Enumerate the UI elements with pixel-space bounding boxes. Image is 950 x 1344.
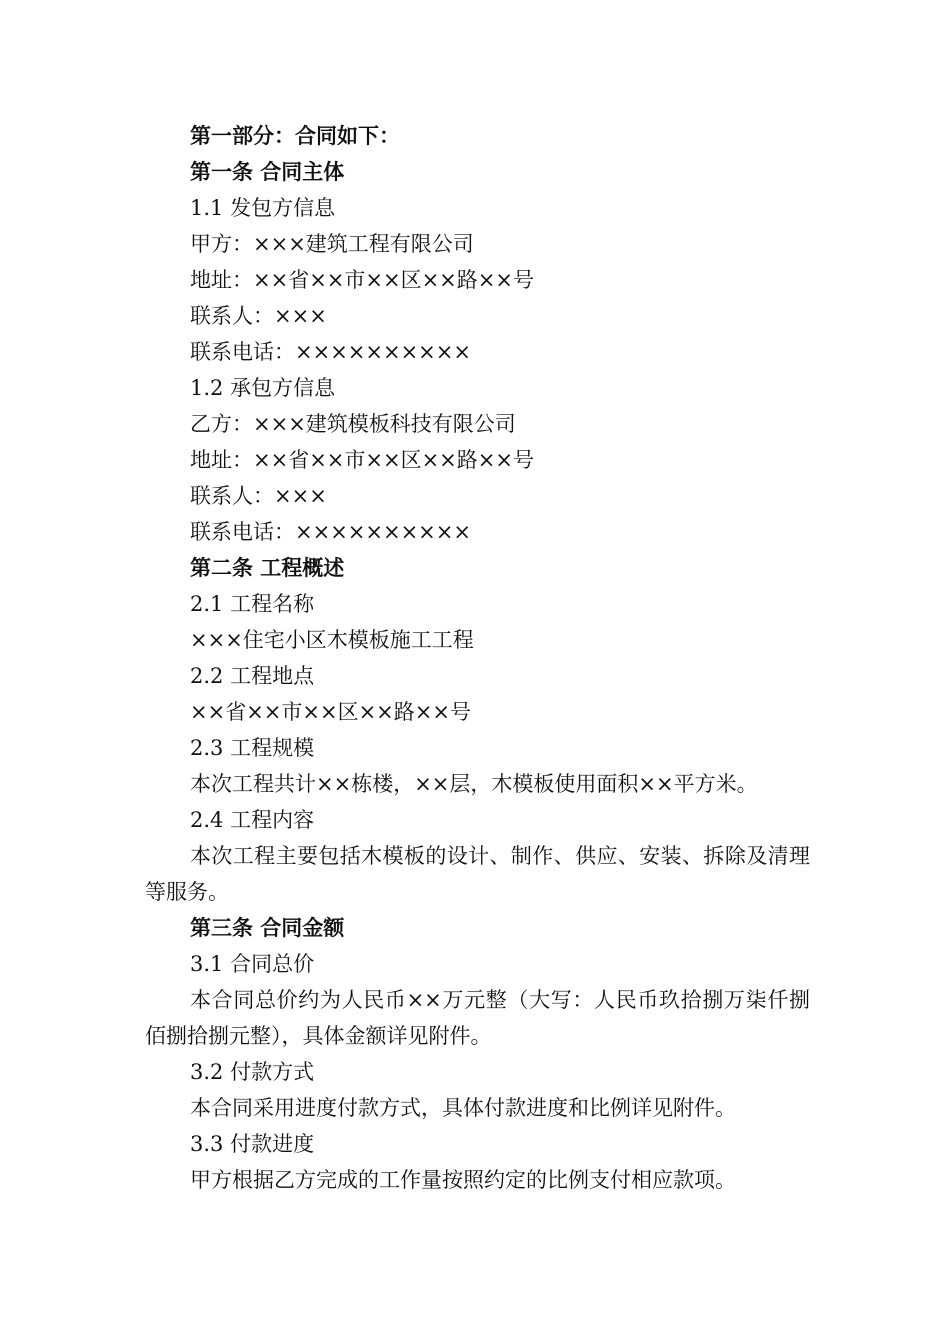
party-a-phone: 联系电话：×××××××××× [190,340,471,364]
party-b-name: 乙方：×××建筑模板科技有限公司 [190,412,516,436]
section-3-2-heading: 3.2 付款方式 [190,1060,315,1084]
section-2-4-heading: 2.4 工程内容 [190,808,315,832]
article-2-heading: 第二条 工程概述 [190,555,345,580]
project-name: ×××住宅小区木模板施工工程 [190,628,474,652]
party-b-contact: 联系人：××× [190,484,327,508]
article-1-heading: 第一条 合同主体 [190,159,345,184]
section-2-1-heading: 2.1 工程名称 [190,592,315,616]
party-b-address: 地址：××省××市××区××路××号 [190,448,534,472]
article-3-heading: 第三条 合同金额 [190,915,345,940]
payment-schedule: 甲方根据乙方完成的工作量按照约定的比例支付相应款项。 [190,1168,736,1192]
section-3-1-heading: 3.1 合同总价 [190,952,315,976]
payment-method: 本合同采用进度付款方式，具体付款进度和比例详见附件。 [190,1096,736,1120]
section-1-2-heading: 1.2 承包方信息 [190,376,336,400]
part-title: 第一部分：合同如下： [190,123,400,148]
section-1-1-heading: 1.1 发包方信息 [190,196,336,220]
party-a-contact: 联系人：××× [190,304,327,328]
contract-total-price: 本合同总价约为人民币××万元整（大写：人民币玖拾捌万柒仟捌佰捌拾捌元整），具体金额详见附件。 [145,988,810,1048]
project-content: 本次工程主要包括木模板的设计、制作、供应、安装、拆除及清理等服务。 [145,844,810,904]
section-2-3-heading: 2.3 工程规模 [190,736,315,760]
party-a-name: 甲方：×××建筑工程有限公司 [190,232,474,256]
party-b-phone: 联系电话：×××××××××× [190,520,471,544]
section-3-3-heading: 3.3 付款进度 [190,1132,315,1156]
document-body [145,118,810,1198]
project-scale: 本次工程共计××栋楼，××层，木模板使用面积××平方米。 [190,772,758,796]
project-location: ××省××市××区××路××号 [190,700,471,724]
section-2-2-heading: 2.2 工程地点 [190,664,315,688]
party-a-address: 地址：××省××市××区××路××号 [190,268,534,292]
